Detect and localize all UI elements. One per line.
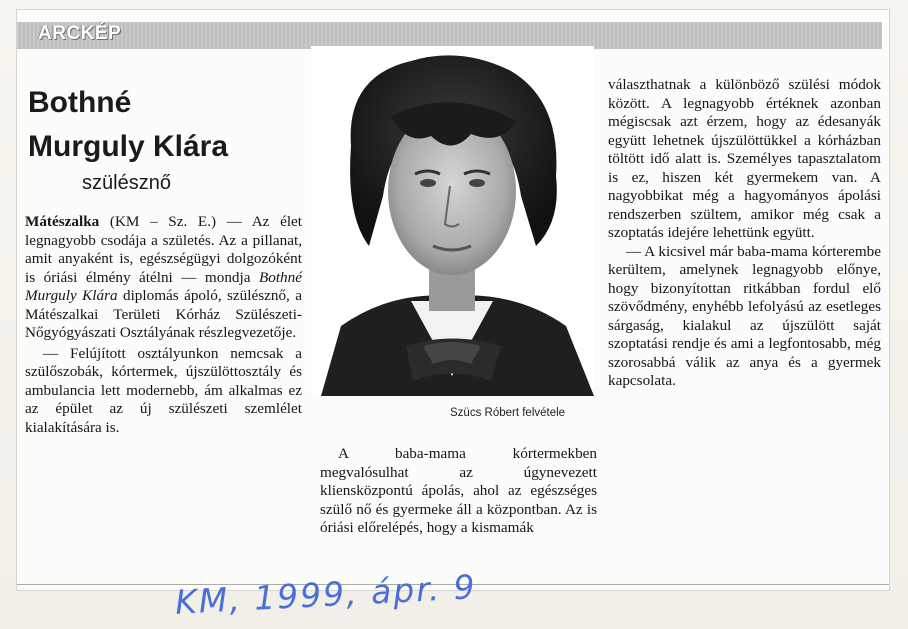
article-column-2 — [320, 445, 597, 538]
headline-line-2: Murguly Klára — [28, 130, 229, 163]
photo-credit: Szücs Róbert felvétele — [450, 407, 566, 419]
dateline-place: Mátészalka — [25, 213, 100, 230]
article-column-3 — [608, 76, 881, 391]
section-label: ARCKÉP — [38, 23, 122, 44]
paragraph-text: Az élet legnagyobb csodája a születés. Az a pillanat, amit anyaként is, egészségügyi dolgozóként is óriási élmény átélni — mondja — [25, 213, 302, 286]
headline — [28, 81, 228, 169]
article-paragraph: — A kicsivel már baba-mama kórterembe kerültem, amelynek legnagyobb előnye, hogy bizonyítottan ritkábban fordul elő szövődmény, enyhébb lefolyású az esetleges sárgaság, kialakul az újszülött saját szoptatási rendje és ami a legfontosabb, még szorosabbá válik az anya és a gyermek kapcsolata. — [608, 242, 881, 389]
headline-line-1: Bothné — [28, 86, 132, 119]
article-paragraph: A baba-mama kórtermekben megvalósulhat az úgynevezett kliensközpontú ápolás, ahol az egészséges szülő nő és gyermeke áll a központban. Az is óriási előrelépés, hogy a kismamák — [320, 445, 597, 536]
article-paragraph — [25, 213, 302, 343]
article-column-1 — [25, 213, 302, 437]
portrait-image — [311, 46, 594, 396]
interviewee-name: Bothné Murguly Klára — [25, 268, 302, 304]
article-paragraph: választhatnak a különböző szülési módok között. A legnagyobb értéknek azonban mégiscsak azt érzem, hogy az édesanyák együtt lehetnek újszülöttükkel a kórházban töltött idő alatt is. Személyes tapasztalatom is ez, hiszen két gyermekem van. A nagyobbikat még a hagyományos ápolási rendszerben szültem, amikor még csak a szoptatás idejére lehettünk együtt. — [608, 76, 881, 241]
dateline-source: (KM – Sz. E.) — — [99, 213, 252, 230]
section-bar — [17, 22, 882, 49]
portrait-photo — [311, 46, 594, 396]
handwritten-date-note: KM, 1999, ápr. 9 — [174, 567, 478, 622]
paragraph-text: diplomás ápoló, szülésznő, a Mátészalkai Területi Kórház Szülészeti-Nőgyógyászati Osztályának részlegvezetője. — [25, 287, 302, 341]
subtitle: szülésznő — [82, 172, 171, 194]
article-paragraph: — Felújított osztályunkon nemcsak a szülőszobák, kórtermek, újszülöttosztály és ambulancia lett modernebb, ám alkalmas ez az épület az új szülészeti szemlélet kialakítására is. — [25, 344, 302, 436]
